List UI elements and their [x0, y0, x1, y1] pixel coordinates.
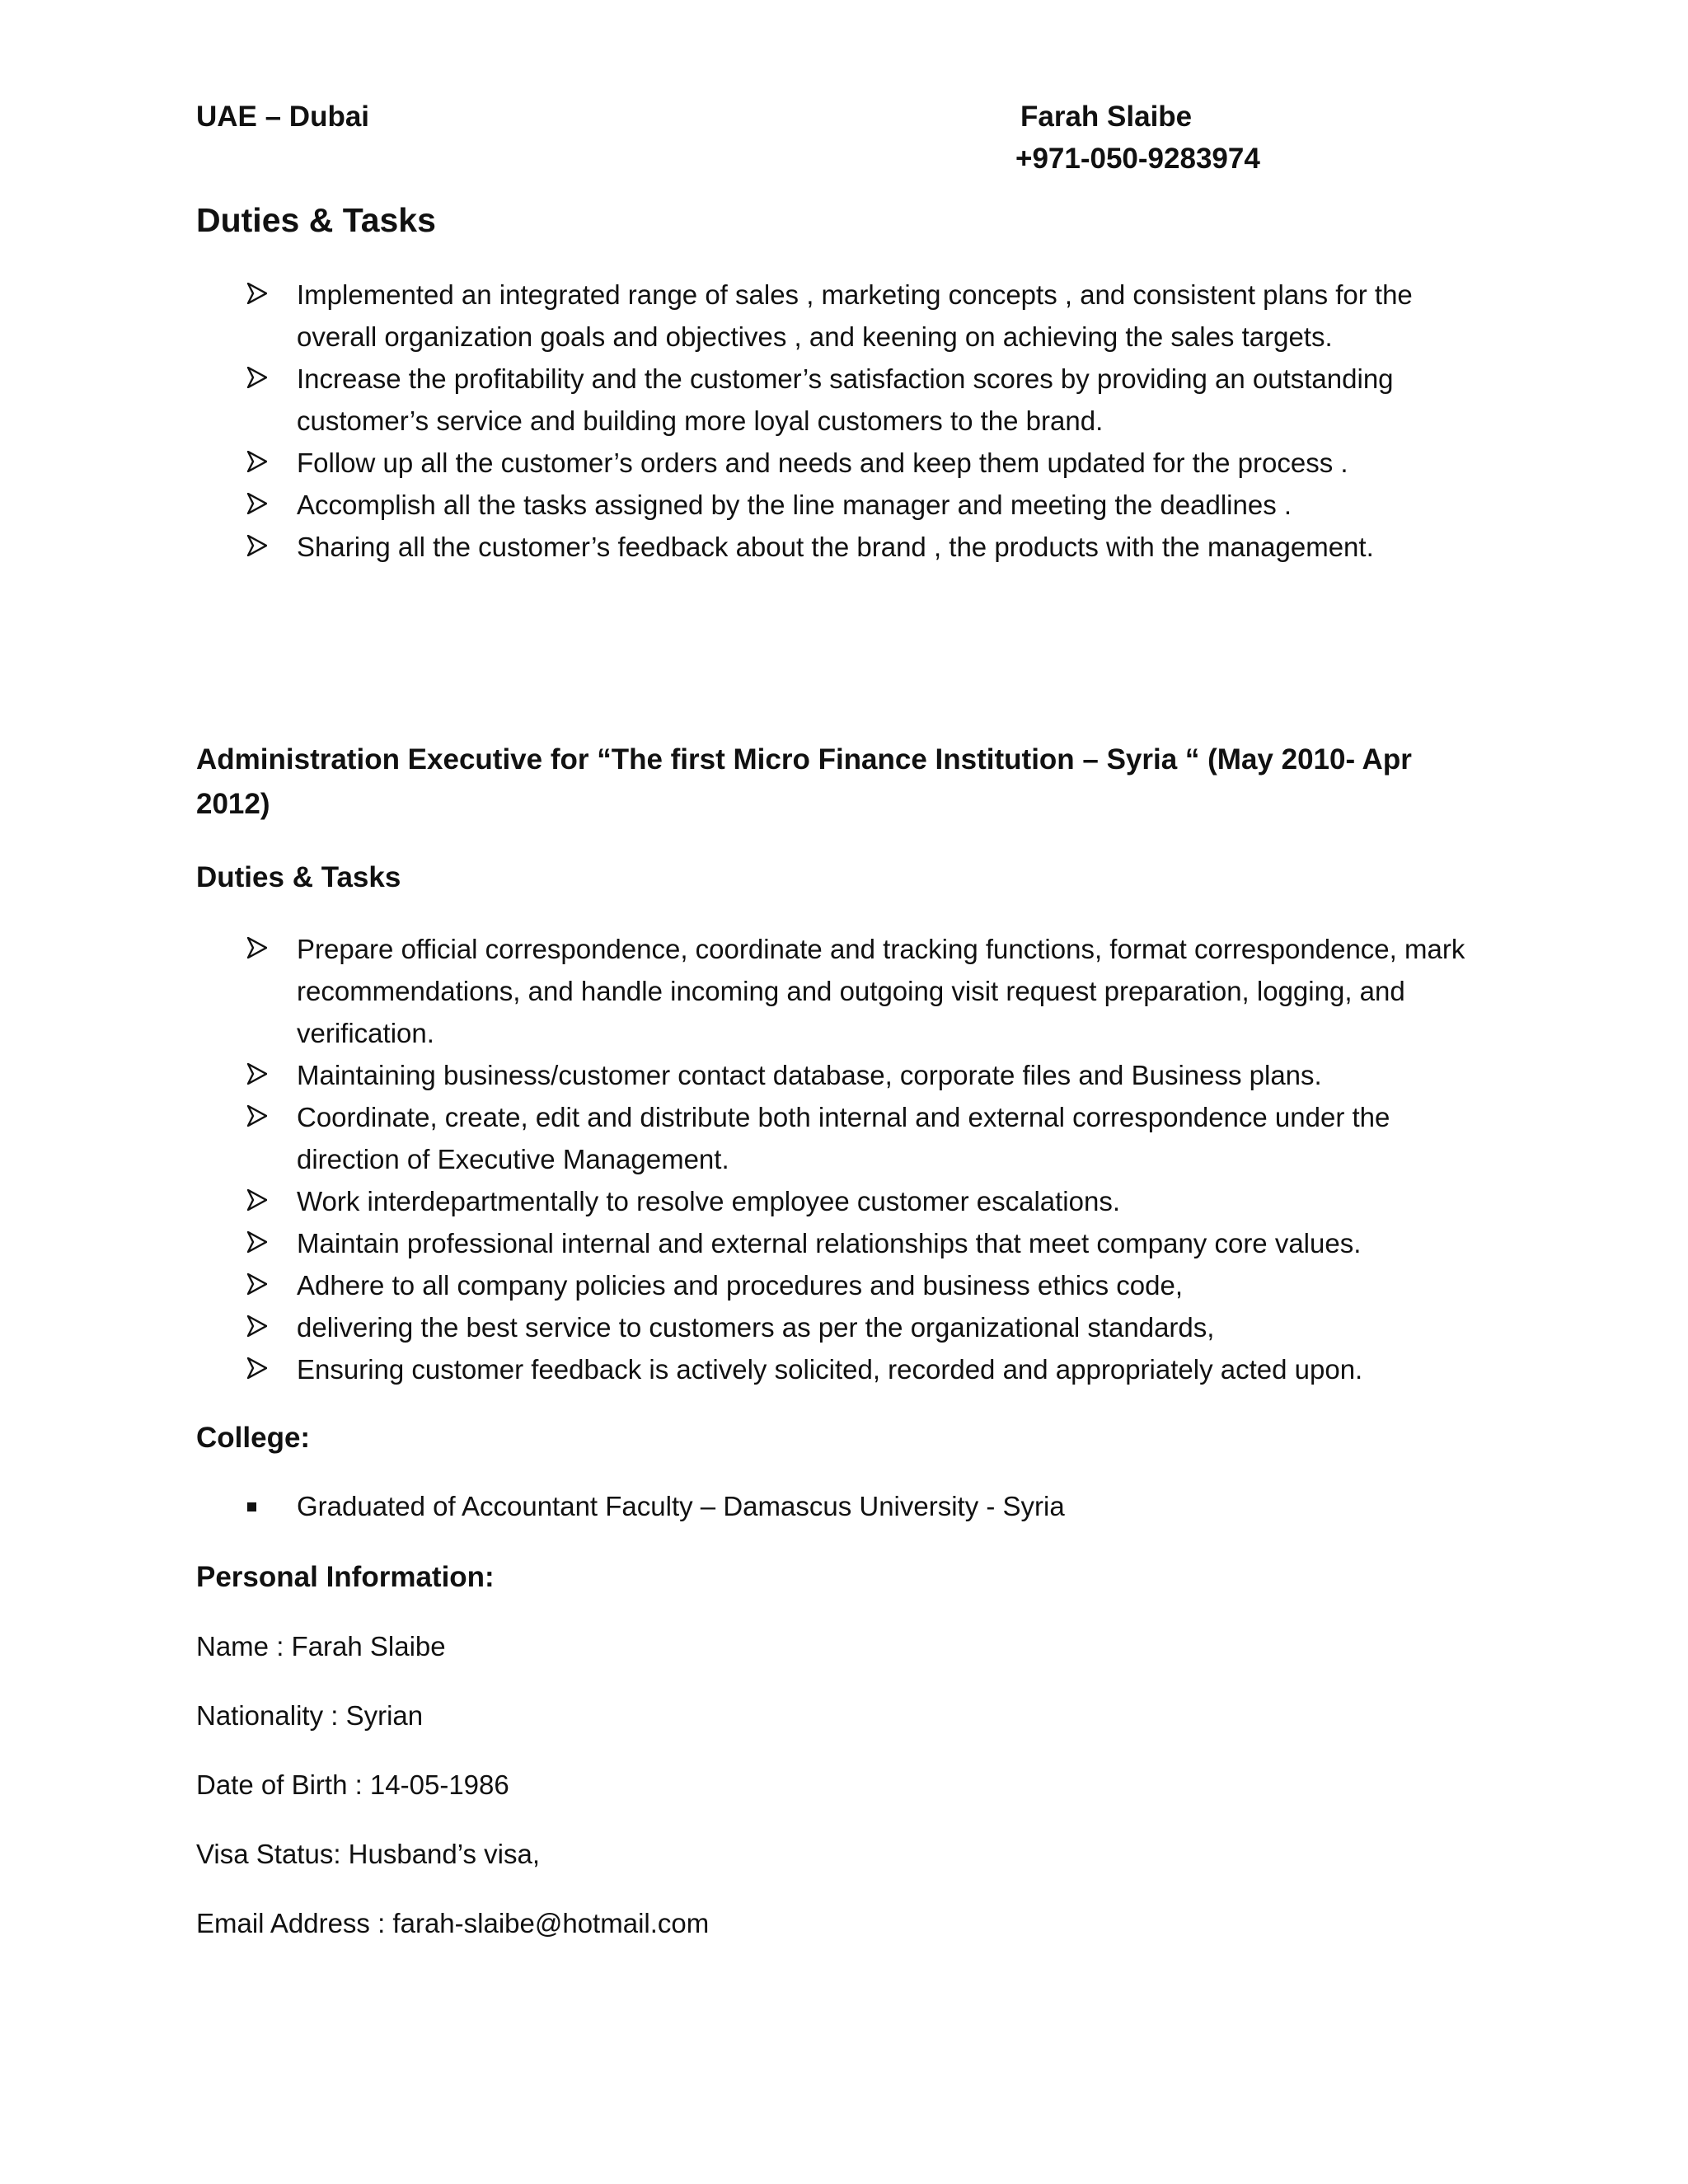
- personal-name: Name : Farah Slaibe: [196, 1631, 446, 1661]
- list-item-text: Implemented an integrated range of sales , marketing concepts , and consistent plans for the overall organization goals and objectives , and keening on achieving the sales targets.: [297, 279, 1413, 352]
- list-item: [247, 484, 1467, 526]
- list-item-text: Coordinate, create, edit and distribute both internal and external correspondence under the direction of Executive Management.: [297, 1102, 1390, 1174]
- list-item-text: Graduated of Accountant Faculty – Damascus University - Syria: [297, 1491, 1065, 1521]
- list-item-text: Increase the profitability and the customer’s satisfaction scores by providing an outstanding customer’s service and building more loyal customers to the brand.: [297, 363, 1394, 436]
- list-item: [247, 1485, 1467, 1527]
- phone-number: +971-050-9283974: [1015, 143, 1260, 175]
- arrowhead-bullet-icon: [247, 1189, 267, 1211]
- college-heading: College:: [196, 1422, 311, 1454]
- duties-heading-2: Duties & Tasks: [196, 861, 401, 893]
- list-item-text: delivering the best service to customers as per the organizational standards,: [297, 1312, 1215, 1343]
- arrowhead-bullet-icon: [247, 937, 267, 958]
- list-item: [247, 1264, 1467, 1306]
- list-item: [247, 1054, 1467, 1096]
- list-item: [247, 1306, 1467, 1348]
- square-bullet-icon: [247, 1502, 256, 1511]
- list-item-text: Sharing all the customer’s feedback about the brand , the products with the management.: [297, 532, 1374, 562]
- personal-nationality: Nationality : Syrian: [196, 1700, 424, 1731]
- list-item: [247, 1096, 1467, 1180]
- arrowhead-bullet-icon: [247, 1231, 267, 1253]
- list-item-text: Maintain professional internal and external relationships that meet company core values.: [297, 1228, 1362, 1258]
- arrowhead-bullet-icon: [247, 1357, 267, 1379]
- college-list: [247, 1485, 1467, 1527]
- personal-info-heading: Personal Information:: [196, 1561, 495, 1593]
- list-item: [247, 358, 1467, 442]
- list-item: [247, 1348, 1467, 1390]
- personal-dob: Date of Birth : 14-05-1986: [196, 1769, 509, 1800]
- list-item-text: Follow up all the customer’s orders and needs and keep them updated for the process .: [297, 448, 1348, 478]
- list-item-text: Adhere to all company policies and procedures and business ethics code,: [297, 1270, 1183, 1301]
- list-item: [247, 1222, 1467, 1264]
- list-item-text: Prepare official correspondence, coordinate and tracking functions, format correspondence, mark recommendations, and handle incoming and outgoing visit request preparation, logging, and verification.: [297, 934, 1465, 1048]
- personal-email: Email Address : farah-slaibe@hotmail.com: [196, 1908, 710, 1938]
- arrowhead-bullet-icon: [247, 535, 267, 556]
- duties-heading-1: Duties & Tasks: [196, 201, 436, 239]
- job-title: Administration Executive for “The first Micro Finance Institution – Syria “ (May 2010- Apr 2012): [196, 743, 1412, 820]
- personal-visa: Visa Status: Husband’s visa,: [196, 1839, 541, 1869]
- arrowhead-bullet-icon: [247, 1105, 267, 1127]
- arrowhead-bullet-icon: [247, 493, 267, 514]
- list-item: [247, 1180, 1467, 1222]
- list-item: [247, 928, 1467, 1054]
- list-item-text: Ensuring customer feedback is actively solicited, recorded and appropriately acted upon.: [297, 1354, 1363, 1385]
- candidate-name: Farah Slaibe: [1020, 101, 1193, 133]
- list-item-text: Work interdepartmentally to resolve employee customer escalations.: [297, 1186, 1121, 1216]
- arrowhead-bullet-icon: [247, 1063, 267, 1085]
- list-item-text: Maintaining business/customer contact database, corporate files and Business plans.: [297, 1060, 1322, 1090]
- duties-list-2: [247, 928, 1467, 1390]
- arrowhead-bullet-icon: [247, 451, 267, 472]
- list-item: [247, 442, 1467, 484]
- arrowhead-bullet-icon: [247, 283, 267, 304]
- arrowhead-bullet-icon: [247, 1315, 267, 1337]
- location-label: UAE – Dubai: [196, 101, 370, 133]
- duties-list-1: [247, 274, 1467, 568]
- arrowhead-bullet-icon: [247, 1273, 267, 1295]
- list-item-text: Accomplish all the tasks assigned by the line manager and meeting the deadlines .: [297, 490, 1292, 520]
- list-item: [247, 274, 1467, 358]
- list-item: [247, 526, 1467, 568]
- arrowhead-bullet-icon: [247, 367, 267, 388]
